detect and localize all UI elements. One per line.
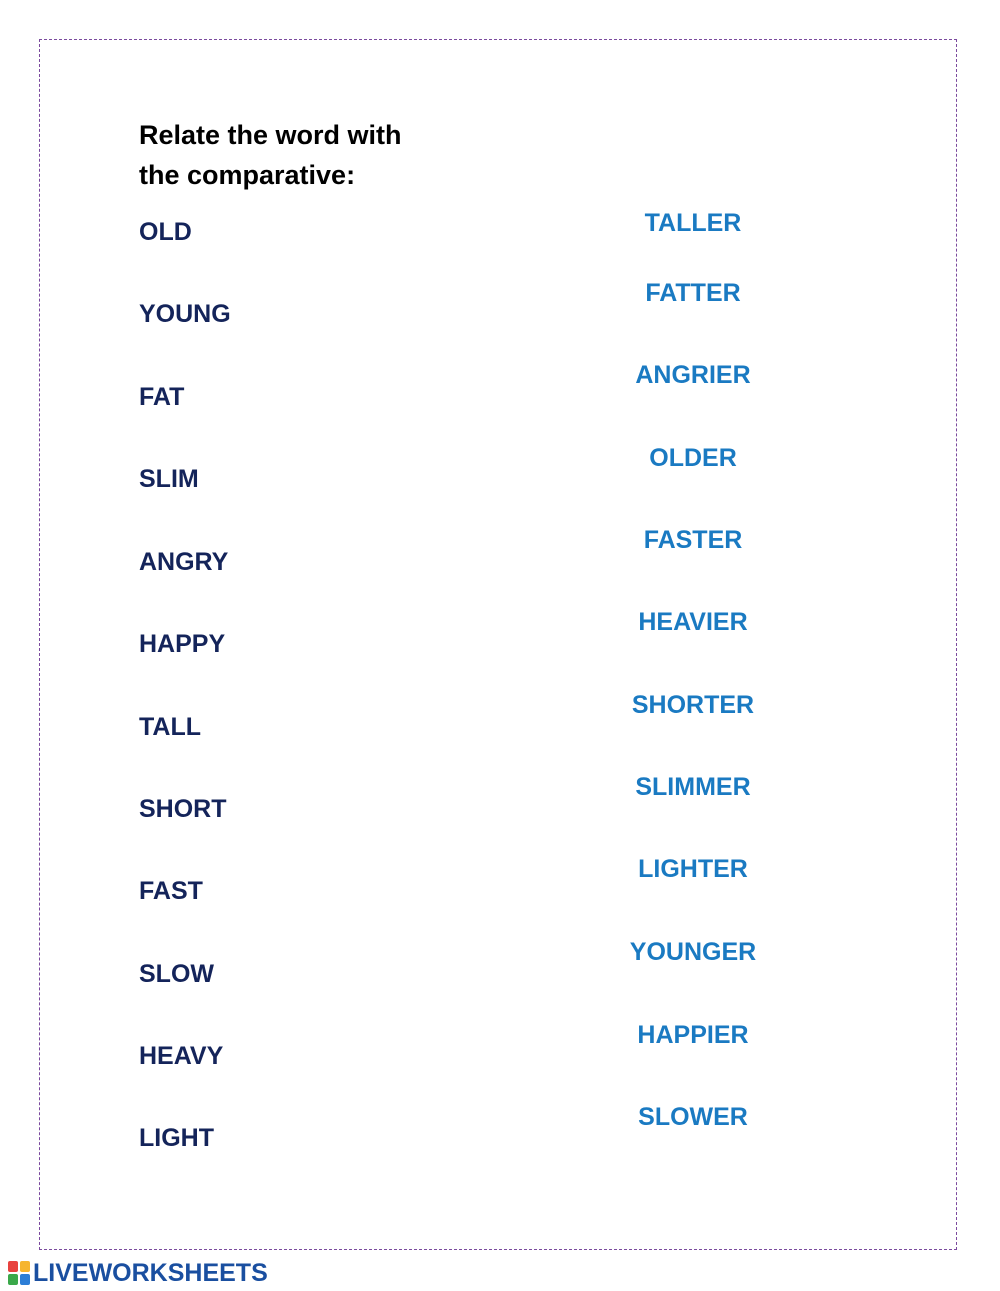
comparative-item[interactable]: FASTER [643, 526, 743, 554]
comparative-item[interactable]: TALLER [644, 209, 742, 237]
comparative-item[interactable]: OLDER [649, 444, 737, 472]
comparative-item[interactable]: LIGHTER [638, 855, 748, 883]
word-item[interactable]: SLOW [139, 960, 214, 988]
brand-name: LIVEWORKSHEETS [33, 1259, 268, 1287]
liveworksheets-logo-icon [8, 1261, 30, 1285]
comparative-item[interactable]: FATTER [645, 279, 741, 307]
comparative-item[interactable]: YOUNGER [629, 938, 757, 966]
word-item[interactable]: FAT [139, 383, 185, 411]
word-item[interactable]: YOUNG [139, 300, 231, 328]
word-item[interactable]: HAPPY [139, 630, 226, 658]
instruction-heading [139, 115, 459, 195]
instruction-line-1: Relate the word with [139, 120, 402, 150]
word-item[interactable]: ANGRY [139, 548, 229, 576]
liveworksheets-logo[interactable] [8, 1259, 268, 1287]
instruction-line-2: the comparative: [139, 160, 356, 190]
word-item[interactable]: FAST [139, 877, 203, 905]
comparative-item[interactable]: ANGRIER [635, 361, 751, 389]
word-item[interactable]: HEAVY [139, 1042, 224, 1070]
comparative-item[interactable]: HAPPIER [637, 1021, 749, 1049]
comparative-item[interactable]: SLOWER [638, 1103, 748, 1131]
comparative-item[interactable]: SLIMMER [635, 773, 751, 801]
word-item[interactable]: SHORT [139, 795, 227, 823]
comparative-item[interactable]: HEAVIER [638, 608, 748, 636]
word-item[interactable]: SLIM [139, 465, 199, 493]
word-item[interactable]: LIGHT [139, 1124, 214, 1152]
word-item[interactable]: TALL [139, 713, 202, 741]
comparative-item[interactable]: SHORTER [631, 691, 755, 719]
word-item[interactable]: OLD [139, 218, 192, 246]
